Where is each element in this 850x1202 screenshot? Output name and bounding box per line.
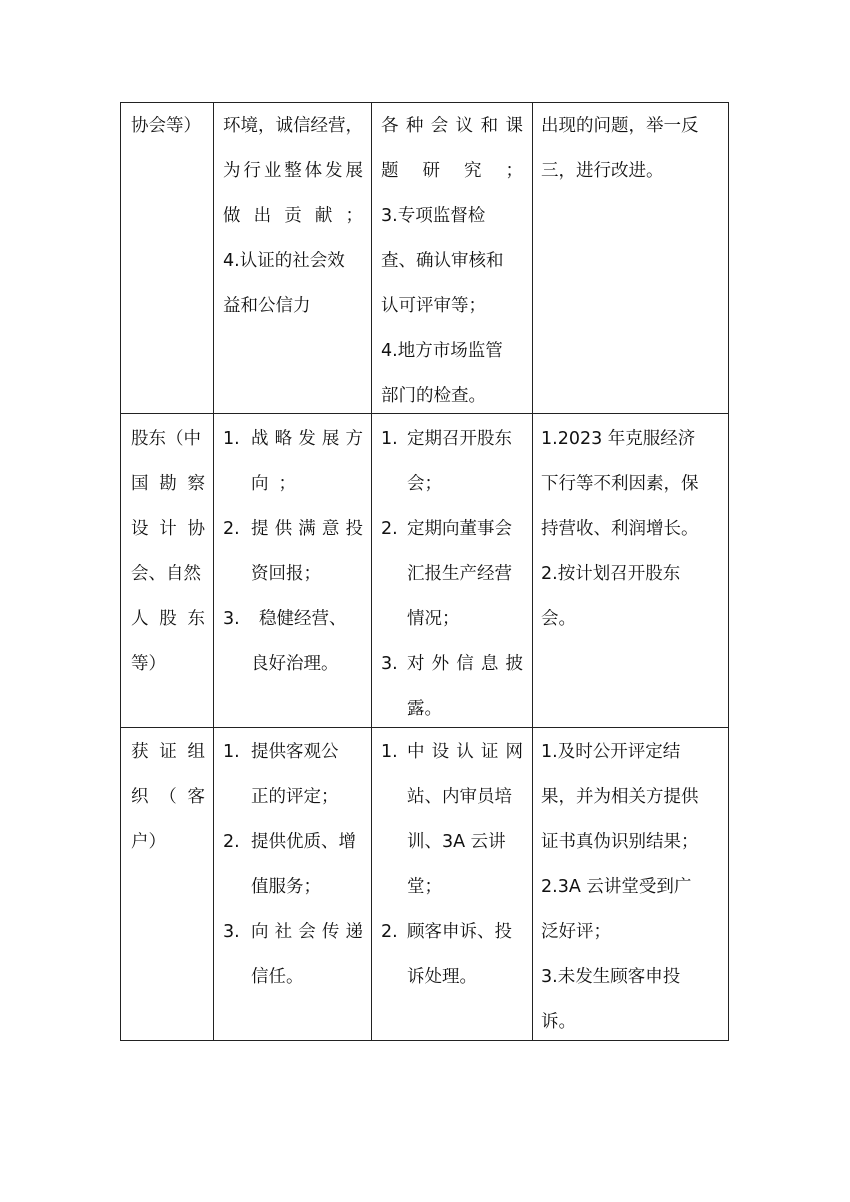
row2-expectation-line: 提 供 满 意 投 bbox=[251, 519, 363, 539]
row2-result-line: 会。 bbox=[541, 609, 576, 629]
row2-result-line: 2.按计划召开股东 bbox=[541, 564, 681, 584]
row2-stakeholder-line: 国 勘 察 bbox=[131, 474, 205, 494]
row-divider-2 bbox=[121, 727, 728, 728]
row1-communication-line: 题 研 究 ； bbox=[381, 161, 523, 181]
row2-communication-line: 定期向董事会 bbox=[407, 519, 512, 539]
column-divider-1 bbox=[213, 103, 214, 1040]
row1-expectation-line: 做 出 贡 献 ； bbox=[223, 206, 363, 226]
row3-expectation-number: 3. bbox=[223, 922, 240, 942]
row3-expectation-line: 向 社 会 传 递 bbox=[251, 922, 363, 942]
row2-expectation-number: 1. bbox=[223, 429, 240, 449]
row3-expectation-line: 提供优质、增 bbox=[251, 832, 356, 852]
row3-expectation-line: 值服务； bbox=[251, 877, 321, 897]
row1-communication-line: 3.专项监督检 bbox=[381, 206, 486, 226]
row1-expectation-line: 4.认证的社会效 bbox=[223, 251, 345, 271]
row3-communication-line: 训、3A 云讲 bbox=[407, 832, 506, 852]
row3-result-line: 证书真伪识别结果； bbox=[541, 832, 699, 852]
row2-stakeholder-line: 等） bbox=[131, 654, 166, 674]
row1-expectation-line: 环境，诚信经营， bbox=[223, 116, 363, 136]
row2-result-line: 下行等不利因素，保 bbox=[541, 474, 699, 494]
row2-expectation-line: 资回报； bbox=[251, 564, 321, 584]
row3-expectation-number: 1. bbox=[223, 742, 240, 762]
row3-communication-line: 中 设 认 证 网 bbox=[407, 742, 523, 762]
row2-expectation-line: 稳健经营、 bbox=[259, 609, 347, 629]
row2-stakeholder-line: 人 股 东 bbox=[131, 609, 205, 629]
row3-expectation-line: 信任。 bbox=[251, 967, 304, 987]
row2-result-line: 持营收、利润增长。 bbox=[541, 519, 699, 539]
row3-result-line: 1.及时公开评定结 bbox=[541, 742, 681, 762]
row-divider-1 bbox=[121, 413, 728, 414]
row1-result-line: 出现的问题，举一反 bbox=[541, 116, 699, 136]
row1-result-line: 三，进行改进。 bbox=[541, 161, 664, 181]
row2-communication-number: 3. bbox=[381, 654, 398, 674]
row1-stakeholder-line: 协会等） bbox=[131, 116, 201, 136]
row3-result-line: 诉。 bbox=[541, 1012, 576, 1032]
row2-stakeholder-line: 设 计 协 bbox=[131, 519, 205, 539]
row2-expectation-line: 战 略 发 展 方 bbox=[251, 429, 363, 449]
row3-communication-line: 诉处理。 bbox=[407, 967, 477, 987]
row1-communication-line: 认可评审等； bbox=[381, 296, 486, 316]
row3-result-line: 泛好评； bbox=[541, 922, 611, 942]
row3-communication-line: 堂； bbox=[407, 877, 442, 897]
column-divider-3 bbox=[532, 103, 533, 1040]
stakeholder-table bbox=[120, 102, 729, 1041]
row2-result-line: 1.2023 年克服经济 bbox=[541, 429, 696, 449]
row3-stakeholder-line: 织 （ 客 bbox=[131, 787, 205, 807]
row1-communication-line: 各 种 会 议 和 课 bbox=[381, 116, 523, 136]
row2-expectation-number: 2. bbox=[223, 519, 240, 539]
row1-communication-line: 查、确认审核和 bbox=[381, 251, 504, 271]
row3-communication-number: 2. bbox=[381, 922, 398, 942]
row3-expectation-line: 提供客观公 bbox=[251, 742, 339, 762]
row2-communication-line: 情况； bbox=[407, 609, 460, 629]
row2-communication-number: 2. bbox=[381, 519, 398, 539]
row2-expectation-line: 良好治理。 bbox=[251, 654, 339, 674]
row3-expectation-line: 正的评定； bbox=[251, 787, 339, 807]
row2-expectation-line: 向； bbox=[251, 474, 306, 494]
row2-communication-line: 对 外 信 息 披 bbox=[407, 654, 523, 674]
row3-result-line: 果，并为相关方提供 bbox=[541, 787, 699, 807]
row2-communication-line: 汇报生产经营 bbox=[407, 564, 512, 584]
row1-expectation-line: 益和公信力 bbox=[223, 296, 311, 316]
row2-stakeholder-line: 股东（中 bbox=[131, 429, 201, 449]
row3-stakeholder-line: 户） bbox=[131, 832, 166, 852]
row2-communication-line: 定期召开股东 bbox=[407, 429, 512, 449]
row1-communication-line: 部门的检查。 bbox=[381, 386, 486, 406]
row3-stakeholder-line: 获 证 组 bbox=[131, 742, 205, 762]
row3-expectation-number: 2. bbox=[223, 832, 240, 852]
row2-expectation-number: 3. bbox=[223, 609, 240, 629]
row3-communication-line: 站、内审员培 bbox=[407, 787, 512, 807]
column-divider-2 bbox=[371, 103, 372, 1040]
row3-communication-number: 1. bbox=[381, 742, 398, 762]
row1-communication-line: 4.地方市场监管 bbox=[381, 341, 503, 361]
row2-communication-line: 会； bbox=[407, 474, 442, 494]
row2-communication-line: 露。 bbox=[407, 699, 442, 719]
row1-expectation-line: 为 行 业 整 体 发 展 bbox=[223, 161, 363, 181]
row3-communication-line: 顾客申诉、投 bbox=[407, 922, 512, 942]
row2-communication-number: 1. bbox=[381, 429, 398, 449]
row3-result-line: 3.未发生顾客申投 bbox=[541, 967, 681, 987]
row2-stakeholder-line: 会、自然 bbox=[131, 564, 201, 584]
row3-result-line: 2.3A 云讲堂受到广 bbox=[541, 877, 692, 897]
